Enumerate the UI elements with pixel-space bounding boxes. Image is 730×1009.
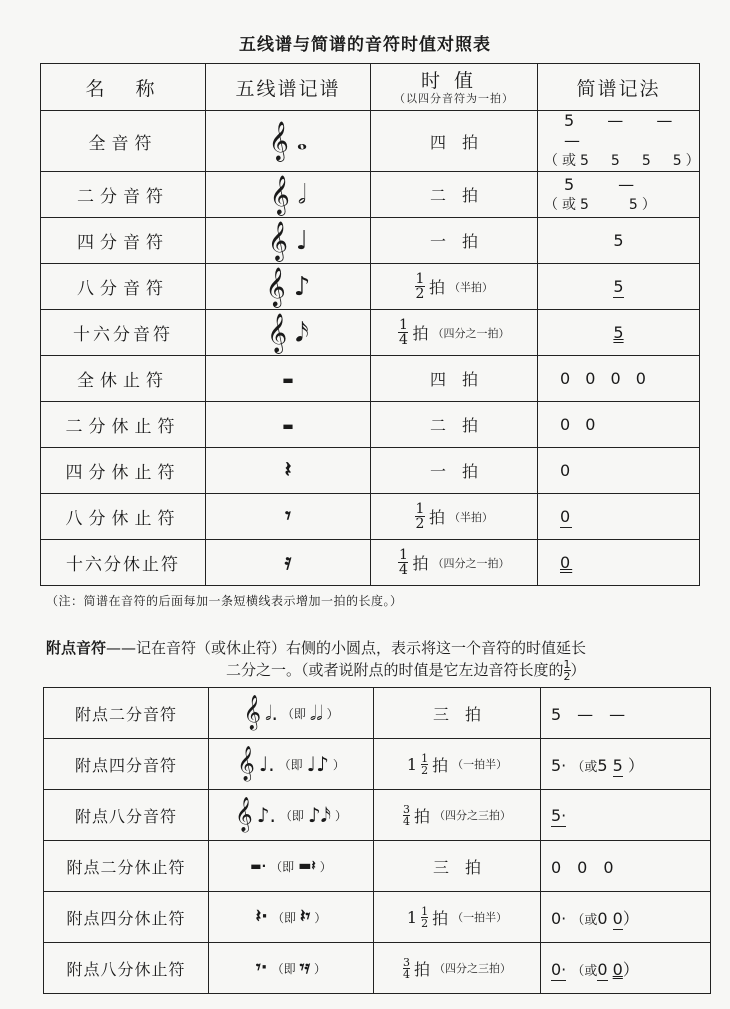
row-jianpu: 0 xyxy=(538,494,700,540)
intro-fraction: $\frac{1}{2}$ xyxy=(563,658,571,683)
duration-note: （四分之一拍） xyxy=(432,326,510,340)
table-row xyxy=(41,402,700,448)
row-duration: $\frac{3}{4}$ 拍 （四分之三拍） xyxy=(374,790,541,841)
eighth-rest-icon: 𝄾 xyxy=(285,503,291,529)
row-name: 二分休止符 xyxy=(41,402,206,448)
table-header-row xyxy=(41,64,700,111)
table-row xyxy=(44,892,711,943)
dotted-note-description: 附点音符——记在音符（或休止符）右侧的小圆点，表示将这一个音符的时值延长 二分之一。（或者说附点的时值是它左边音符长度的 $\frac{1}{2}$ ） xyxy=(46,639,587,683)
row-duration: 四 拍 xyxy=(371,356,538,402)
row-name: 附点二分休止符 xyxy=(44,841,209,892)
footnote: （注：简谱在音符的后面每加一条短横线表示增加一拍的长度。） xyxy=(46,594,403,608)
row-duration xyxy=(371,494,538,540)
sixteenth-note-icon: 𝅘𝅥𝅯 xyxy=(295,317,309,348)
dotted-quarter-rest-icon: 𝄽· xyxy=(255,906,269,927)
row-name: 附点八分休止符 xyxy=(44,943,209,994)
duration-note: （半拍） xyxy=(449,510,493,524)
dotted-label: 附点音符 xyxy=(46,639,107,657)
tied-notes-icon: ♩♪ xyxy=(306,752,329,776)
row-staff xyxy=(206,494,371,540)
table-row xyxy=(44,841,711,892)
table-row xyxy=(41,310,700,356)
dotted-half-note-icon: 𝅗𝅥. xyxy=(265,701,278,725)
header-name: 名 称 xyxy=(41,64,206,111)
row-duration: 四 拍 xyxy=(371,111,538,172)
duration-fraction: $\frac{1}{4}$ xyxy=(399,317,408,348)
row-staff xyxy=(206,540,371,586)
row-name: 四分休止符 xyxy=(41,448,206,494)
row-staff xyxy=(206,310,371,356)
half-rest-icon: ▬ xyxy=(282,419,294,433)
table-row xyxy=(41,540,700,586)
table-row xyxy=(44,943,711,994)
row-staff: 𝄽· （即 𝄽𝄾 ） xyxy=(209,892,374,943)
row-staff xyxy=(206,356,371,402)
row-staff xyxy=(206,172,371,218)
dotted-quarter-note-icon: ♩. xyxy=(258,752,275,776)
row-staff: ▬· （即 ▬𝄽 ） xyxy=(209,841,374,892)
row-name: 全休止符 xyxy=(41,356,206,402)
quarter-rest-icon: 𝄽 xyxy=(284,457,292,483)
dotted-note-table xyxy=(43,687,711,994)
row-duration: 1 $\frac{1}{2}$ 拍 （一拍半） xyxy=(374,739,541,790)
row-jianpu: 0 0 0 0 xyxy=(538,356,700,402)
header-duration xyxy=(371,64,538,111)
duration-unit: 拍 xyxy=(428,508,445,527)
row-staff xyxy=(206,448,371,494)
tied-notes-icon: 𝅗𝅥𝅗𝅥 xyxy=(309,701,323,725)
quarter-note-icon: ♩ xyxy=(295,225,309,256)
row-name: 全音符 xyxy=(41,111,206,172)
row-staff xyxy=(206,402,371,448)
row-duration: 三 拍 xyxy=(374,841,541,892)
duration-fraction: $\frac{3}{4}$ xyxy=(402,955,410,981)
rests-icon: ▬𝄽 xyxy=(298,858,316,874)
table-row xyxy=(44,739,711,790)
table-row xyxy=(41,356,700,402)
note-value-table xyxy=(40,63,704,586)
row-duration xyxy=(371,310,538,356)
duration-fraction: $\frac{1}{4}$ xyxy=(399,547,408,578)
row-staff xyxy=(206,264,371,310)
dotted-eighth-rest-icon: 𝄾· xyxy=(256,957,268,978)
duration-fraction: $\frac{1}{2}$ xyxy=(415,501,425,532)
duration-unit: 拍 xyxy=(412,554,429,573)
duration-unit: 拍 xyxy=(428,278,445,297)
row-jianpu: 0 xyxy=(538,448,700,494)
table-row xyxy=(44,790,711,841)
row-name: 八分音符 xyxy=(41,264,206,310)
sixteenth-rest-icon: 𝄿 xyxy=(284,549,292,575)
row-duration xyxy=(371,540,538,586)
row-jianpu: 5· xyxy=(541,790,711,841)
duration-unit: 拍 xyxy=(412,324,429,343)
row-duration: 一 拍 xyxy=(371,218,538,264)
row-staff: 𝄞 𝅗𝅥. （即 𝅗𝅥𝅗𝅥 ） xyxy=(209,688,374,739)
treble-clef-icon: 𝄞 xyxy=(237,746,255,781)
row-jianpu: 0 0 xyxy=(538,402,700,448)
table-row xyxy=(41,448,700,494)
row-duration: $\frac{3}{4}$ 拍 （四分之三拍） xyxy=(374,943,541,994)
row-jianpu xyxy=(538,111,704,172)
row-jianpu: 5· （或5 5 ） xyxy=(541,739,711,790)
eighth-note-icon: ♪ xyxy=(293,271,311,302)
dotted-half-rest-icon: ▬· xyxy=(250,859,267,873)
rests-icon: 𝄾𝄿 xyxy=(299,957,310,978)
whole-note-icon: 𝅝 xyxy=(296,126,308,156)
row-name: 二分音符 xyxy=(41,172,206,218)
row-staff: 𝄞 ♪. （即 ♪𝅘𝅥𝅯 ） xyxy=(209,790,374,841)
row-name: 附点四分音符 xyxy=(44,739,209,790)
treble-clef-icon: 𝄞 xyxy=(267,220,288,261)
row-staff xyxy=(206,218,371,264)
table-row xyxy=(41,172,700,218)
row-jianpu: 0· （或0 0） xyxy=(541,892,711,943)
row-staff xyxy=(206,111,371,172)
row-jianpu: 0 xyxy=(538,540,700,586)
row-name: 四分音符 xyxy=(41,218,206,264)
row-jianpu: 0· （或0 0） xyxy=(541,943,711,994)
table-row xyxy=(44,688,711,739)
header-duration-label: 时值 xyxy=(420,69,487,92)
whole-rest-icon: ▬ xyxy=(282,373,294,387)
row-duration: 二 拍 xyxy=(371,172,538,218)
duration-fraction: $\frac{1}{2}$ xyxy=(421,904,429,930)
duration-fraction: $\frac{1}{2}$ xyxy=(421,751,429,777)
row-name: 附点八分音符 xyxy=(44,790,209,841)
header-staff: 五线谱记谱 xyxy=(206,64,371,111)
row-jianpu: 5 — — xyxy=(541,688,711,739)
row-jianpu xyxy=(538,172,700,218)
duration-note: （半拍） xyxy=(449,280,493,294)
jianpu-alt: （或5 5 5 5） xyxy=(544,153,704,169)
row-jianpu: 5 xyxy=(538,218,700,264)
row-name: 十六分音符 xyxy=(41,310,206,356)
rests-icon: 𝄽𝄾 xyxy=(300,906,311,927)
page-title: 五线谱与简谱的音符时值对照表 xyxy=(239,35,491,55)
row-staff: 𝄾· （即 𝄾𝄿 ） xyxy=(209,943,374,994)
row-jianpu: 5 xyxy=(538,310,700,356)
tied-notes-icon: ♪𝅘𝅥𝅯 xyxy=(307,803,332,827)
jianpu-top: 5 — — — xyxy=(564,111,687,150)
treble-clef-icon: 𝄞 xyxy=(269,174,290,215)
row-duration: 1 $\frac{1}{2}$ 拍 （一拍半） xyxy=(374,892,541,943)
table-row xyxy=(41,494,700,540)
duration-note: （四分之一拍） xyxy=(432,556,510,570)
row-staff: 𝄞 ♩. （即 ♩♪ ） xyxy=(209,739,374,790)
row-name: 八分休止符 xyxy=(41,494,206,540)
jianpu-top: 5 — xyxy=(564,174,649,194)
dotted-eighth-note-icon: ♪. xyxy=(256,803,276,827)
row-duration xyxy=(371,264,538,310)
row-jianpu: 0 0 0 xyxy=(541,841,711,892)
treble-clef-icon: 𝄞 xyxy=(267,312,288,353)
row-name: 十六分休止符 xyxy=(41,540,206,586)
row-name: 附点四分休止符 xyxy=(44,892,209,943)
treble-clef-icon: 𝄞 xyxy=(234,797,253,832)
treble-clef-icon: 𝄞 xyxy=(265,266,286,307)
duration-fraction: $\frac{3}{4}$ xyxy=(402,802,410,828)
row-duration: 二 拍 xyxy=(371,402,538,448)
header-jianpu: 简谱记法 xyxy=(538,64,700,111)
duration-fraction: $\frac{1}{2}$ xyxy=(415,271,425,302)
treble-clef-icon: 𝄞 xyxy=(268,121,289,161)
row-duration: 三 拍 xyxy=(374,688,541,739)
row-name: 附点二分音符 xyxy=(44,688,209,739)
table-row xyxy=(41,111,700,172)
half-note-icon: 𝅗𝅥 xyxy=(297,179,307,210)
jianpu-alt: （或5 5） xyxy=(544,196,660,213)
table-row xyxy=(41,264,700,310)
row-duration: 一 拍 xyxy=(371,448,538,494)
table-row xyxy=(41,218,700,264)
row-jianpu: 5 xyxy=(538,264,700,310)
treble-clef-icon: 𝄞 xyxy=(243,695,262,730)
header-duration-sub: （以四分音符为一拍） xyxy=(394,91,514,105)
